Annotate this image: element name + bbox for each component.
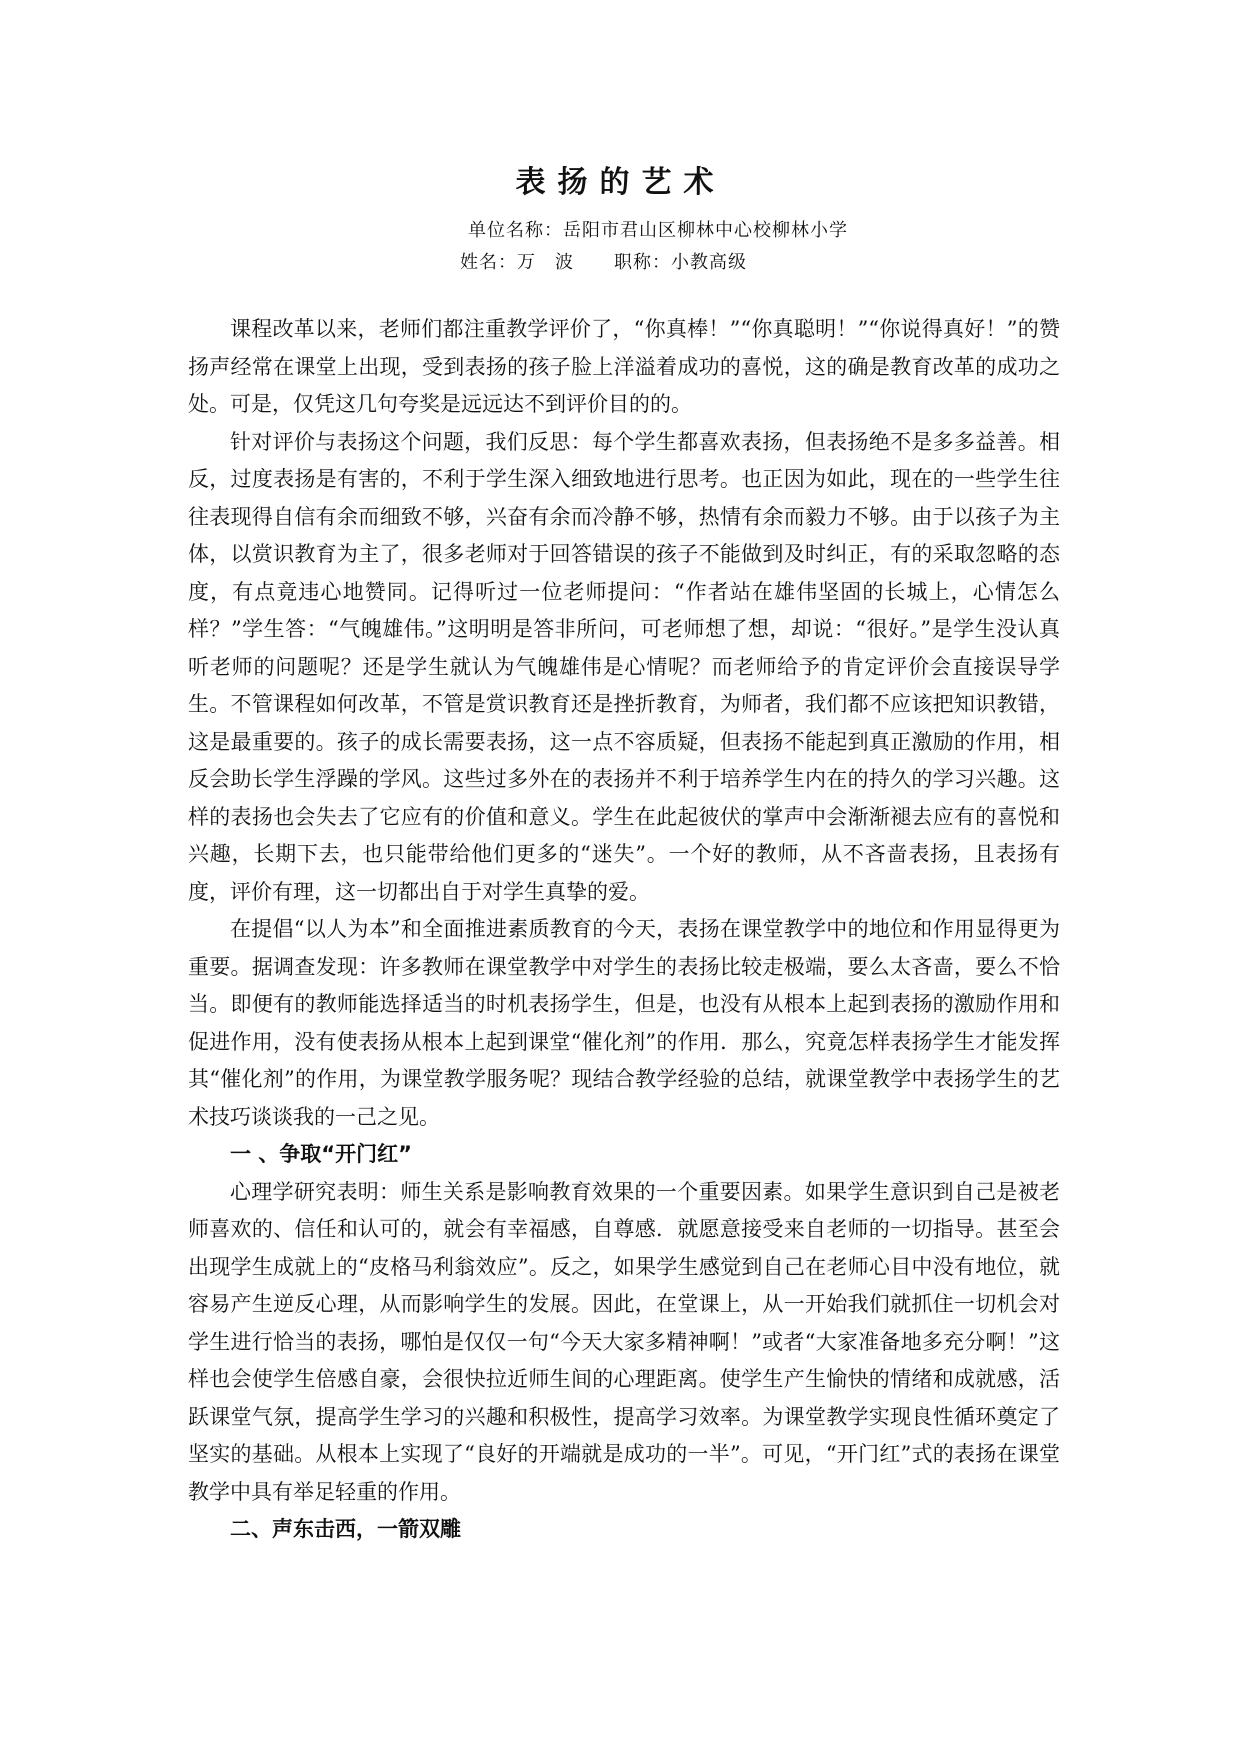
paragraph-1: 课程改革以来，老师们都注重教学评价了，“你真棒！”“你真聪明！”“你说得真好！”的赞扬声经常在课堂上出现，受到表扬的孩子脸上洋溢着成功的喜悦，这的确是教育改革的成功之处。可是，仅凭这几句夸奖是远远达不到评价目的的。 [188,317,1060,416]
author-rank: 职称：小教高级 [614,252,747,273]
paragraph-2: 针对评价与表扬这个问题，我们反思：每个学生都喜欢表扬，但表扬绝不是多多益善。相反，过度表扬是有害的，不利于学生深入细致地进行思考。也正因为如此，现在的一些学生往往表现得自信有余而细致不够，兴奋有余而冷静不够，热情有余而毅力不够。由于以孩子为主体，以赏识教育为主了，很多老师对于回答错误的孩子不能做到及时纠正，有的采取忽略的态度，有点竟违心地赞同。记得听过一位老师提问：“作者站在雄伟坚固的长城上，心情怎么样？”学生答：“气魄雄伟。”这明明是答非所问，可老师想了想，却说：“很好。”是学生没认真听老师的问题呢？还是学生就认为气魄雄伟是心情呢？而老师给予的肯定评价会直接误导学生。不管课程如何改革，不管是赏识教育还是挫折教育，为师者，我们都不应该把知识教错，这是最重要的。孩子的成长需要表扬，这一点不容质疑，但表扬不能起到真正激励的作用，相反会助长学生浮躁的学风。这些过多外在的表扬并不利于培养学生内在的持久的学习兴趣。这样的表扬也会失去了它应有的价值和意义。学生在此起彼伏的掌声中会渐渐褪去应有的喜悦和兴趣，长期下去，也只能带给他们更多的“迷失”。一个好的教师，从不吝啬表扬，且表扬有度，评价有理，这一切都出自于对学生真挚的爱。 [188,429,1060,904]
document-title: 表扬的艺术 [515,165,726,200]
author-unit: 单位名称：岳阳市君山区柳林中心校柳林小学 [468,220,848,241]
author-name: 姓名：万 波 [460,252,574,273]
author-info [460,250,747,276]
section-1-paragraph: 心理学研究表明：师生关系是影响教育效果的一个重要因素。如果学生意识到自己是被老师喜欢的、信任和认可的，就会有幸福感，自尊感．就愿意接受来自老师的一切指导。甚至会出现学生成就上的“皮格马利翁效应”。反之，如果学生感觉到自己在老师心目中没有地位，就容易产生逆反心理，从而影响学生的发展。因此，在堂课上，从一开始我们就抓住一切机会对学生进行恰当的表扬，哪怕是仅仅一句“今天大家多精神啊！”或者“大家准备地多充分啊！”这样也会使学生倍感自豪，会很快拉近师生间的心理距离。使学生产生愉快的情绪和成就感，活跃课堂气氛，提高学生学习的兴趣和积极性，提高学习效率。为课堂教学实现良性循环奠定了坚实的基础。从根本上实现了“良好的开端就是成功的一半”。可见，“开门红”式的表扬在课堂教学中具有举足轻重的作用。 [188,1179,1060,1504]
section-heading-1: 一 、争取“开门红” [230,1142,412,1166]
document-body [188,311,1060,1549]
section-heading-2: 二、声东击西，一箭双雕 [230,1517,461,1541]
paragraph-3: 在提倡“以人为本”和全面推进素质教育的今天，表扬在课堂教学中的地位和作用显得更为重要。据调查发现：许多教师在课堂教学中对学生的表扬比较走极端，要么太吝啬，要么不恰当。即便有的教师能选择适当的时机表扬学生，但是，也没有从根本上起到表扬的激励作用和促进作用，没有使表扬从根本上起到课堂“催化剂”的作用．那么，究竟怎样表扬学生才能发挥其“催化剂”的作用，为课堂教学服务呢？现结合教学经验的总结，就课堂教学中表扬学生的艺术技巧谈谈我的一己之见。 [188,917,1060,1129]
